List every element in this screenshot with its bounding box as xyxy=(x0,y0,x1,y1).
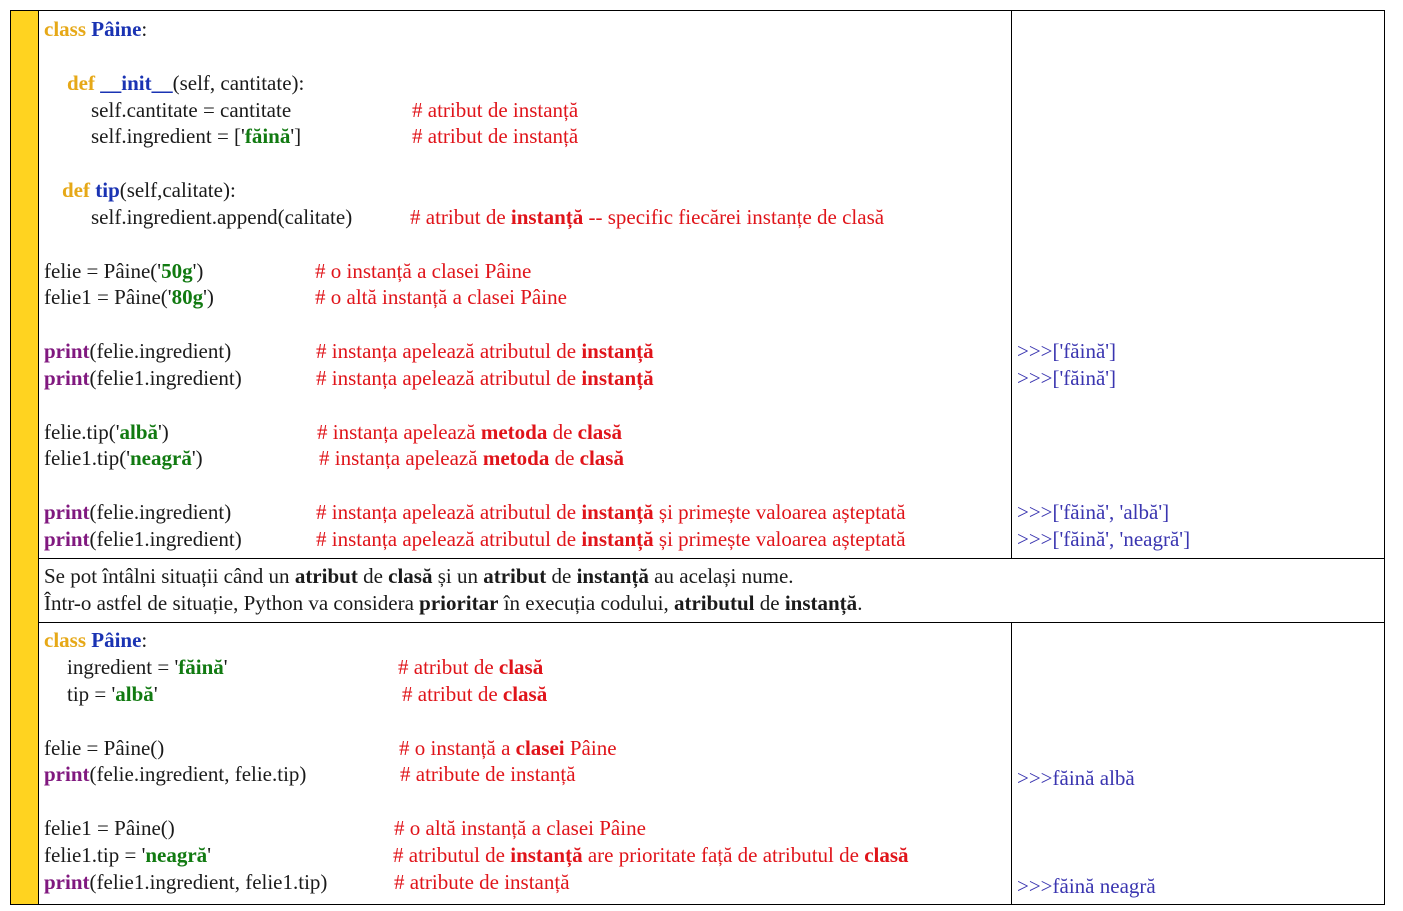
code-comment: # atribute de instanță xyxy=(400,762,576,786)
code-comment: # o altă instanță a clasei Pâine xyxy=(315,285,567,309)
code-line: self.cantitate = cantitate xyxy=(91,98,292,122)
code-comment: # atribut de clasă xyxy=(402,682,548,706)
code-comment: # instanța apelează atributul de instanță xyxy=(316,339,654,363)
code-line: print(felie1.ingredient) xyxy=(44,366,242,390)
output-line: >>>făină albă xyxy=(1017,766,1135,790)
code-line: felie1 = Pâine() xyxy=(44,816,175,840)
code-line: print(felie.ingredient) xyxy=(44,500,232,524)
code-line: felie = Pâine() xyxy=(44,736,165,760)
code-line: ingredient = 'făină' xyxy=(67,655,228,679)
column-divider-bottom xyxy=(1011,622,1012,905)
code-comment: # o instanță a clasei Pâine xyxy=(399,736,617,760)
code-comment: # atribut de instanță xyxy=(412,124,579,148)
column-divider-top xyxy=(1011,10,1012,558)
code-line: felie1.tip = 'neagră' xyxy=(44,843,211,867)
code-line: self.ingredient = ['făină'] xyxy=(91,124,302,148)
output-line: >>>['făină', 'albă'] xyxy=(1017,500,1170,524)
code-comment: # instanța apelează atributul de instanță xyxy=(316,366,654,390)
code-comment: # instanța apelează atributul de instanță și primește valoarea așteptată xyxy=(316,500,906,524)
output-line: >>>['făină'] xyxy=(1017,366,1117,390)
code-comment: # o instanță a clasei Pâine xyxy=(315,259,532,283)
code-comment: # instanța apelează metoda de clasă xyxy=(319,446,624,470)
code-line: felie1 = Pâine('80g') xyxy=(44,285,214,309)
code-comment: # atribut de instanță xyxy=(412,98,579,122)
code-line: print(felie.ingredient, felie.tip) xyxy=(44,762,307,786)
code-comment: # atribut de instanță -- specific fiecărei instanțe de clasă xyxy=(410,205,885,229)
output-line: >>>făină neagră xyxy=(1017,874,1156,898)
code-line: print(felie1.ingredient, felie1.tip) xyxy=(44,870,328,894)
code-line: def __init__(self, cantitate): xyxy=(67,71,305,95)
note-line-2: Într-o astfel de situație, Python va considera prioritar în execuția codului, atributul de instanță. xyxy=(44,591,863,615)
output-line: >>>['făină', 'neagră'] xyxy=(1017,527,1191,551)
code-line: class Pâine: xyxy=(44,628,148,652)
row-divider-2 xyxy=(39,622,1385,623)
code-line: felie.tip('albă') xyxy=(44,420,169,444)
code-line: self.ingredient.append(calitate) xyxy=(91,205,353,229)
code-comment: # instanța apelează metoda de clasă xyxy=(317,420,622,444)
code-line: print(felie1.ingredient) xyxy=(44,527,242,551)
code-comment: # atribute de instanță xyxy=(394,870,570,894)
code-line: tip = 'albă' xyxy=(67,682,158,706)
code-line: print(felie.ingredient) xyxy=(44,339,232,363)
output-line: >>>['făină'] xyxy=(1017,339,1117,363)
code-comment: # atributul de instanță are prioritate față de atributul de clasă xyxy=(393,843,909,867)
code-line: felie = Pâine('50g') xyxy=(44,259,204,283)
code-comment: # atribut de clasă xyxy=(398,655,544,679)
code-comment: # instanța apelează atributul de instanță și primește valoarea așteptată xyxy=(316,527,906,551)
row-divider-1 xyxy=(39,558,1385,559)
code-line: def tip(self,calitate): xyxy=(62,178,236,202)
code-line: class Pâine: xyxy=(44,17,148,41)
code-line: felie1.tip('neagră') xyxy=(44,446,203,470)
code-comment: # o altă instanță a clasei Pâine xyxy=(394,816,646,840)
note-line-1: Se pot întâlni situații când un atribut de clasă și un atribut de instanță au același nume. xyxy=(44,564,794,588)
